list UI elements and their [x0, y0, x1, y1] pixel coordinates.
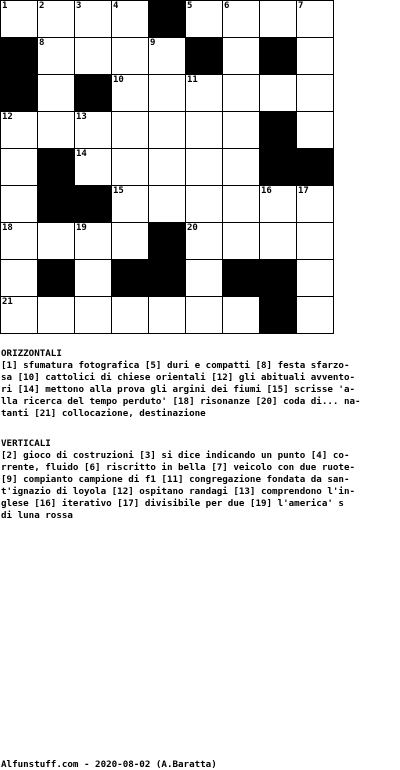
cell-number: 1 — [2, 1, 8, 11]
grid-cell[interactable] — [37, 74, 75, 112]
grid-cell[interactable] — [296, 296, 334, 334]
black-cell — [37, 185, 75, 223]
cell-number: 4 — [113, 1, 119, 11]
black-cell — [74, 185, 112, 223]
grid-cell[interactable] — [74, 222, 112, 260]
grid-cell[interactable] — [0, 259, 38, 297]
cell-number: 20 — [187, 223, 198, 233]
grid-cell[interactable] — [37, 0, 75, 38]
black-cell — [0, 74, 38, 112]
grid-cell[interactable] — [0, 296, 38, 334]
black-cell — [185, 37, 223, 75]
across-clues — [1, 348, 397, 420]
crossword-grid — [0, 0, 333, 333]
grid-cell[interactable] — [296, 74, 334, 112]
black-cell — [148, 259, 186, 297]
grid-cell[interactable] — [111, 185, 149, 223]
grid-cell[interactable] — [148, 37, 186, 75]
footer-credit: Alfunstuff.com - 2020-08-02 (A.Baratta) — [1, 759, 217, 770]
down-line: glese [16] iterativo [17] divisibile per due [19] l'america' s — [1, 498, 344, 509]
black-cell — [222, 259, 260, 297]
black-cell — [259, 296, 297, 334]
grid-cell[interactable] — [111, 222, 149, 260]
across-line: [1] sfumatura fotografica [5] duri e compatti [8] festa sfarzo- — [1, 360, 350, 371]
grid-cell[interactable] — [259, 74, 297, 112]
down-clues — [1, 438, 397, 522]
down-heading: VERTICALI — [1, 438, 51, 449]
black-cell — [259, 111, 297, 149]
grid-cell[interactable] — [37, 37, 75, 75]
across-line: ri [14] mettono alla prova gli argini dei fiumi [15] scrisse 'a- — [1, 384, 356, 395]
grid-cell[interactable] — [111, 74, 149, 112]
black-cell — [74, 74, 112, 112]
grid-cell[interactable] — [74, 148, 112, 186]
grid-cell[interactable] — [185, 111, 223, 149]
across-line: sa [10] cattolici di chiese orientali [12] gli abituali avvento- — [1, 372, 356, 383]
grid-cell[interactable] — [0, 185, 38, 223]
black-cell — [259, 259, 297, 297]
grid-cell[interactable] — [259, 185, 297, 223]
grid-cell[interactable] — [185, 259, 223, 297]
grid-cell[interactable] — [222, 111, 260, 149]
grid-cell[interactable] — [185, 0, 223, 38]
grid-cell[interactable] — [0, 111, 38, 149]
grid-cell[interactable] — [74, 259, 112, 297]
cell-number: 16 — [261, 186, 272, 196]
cell-number: 19 — [76, 223, 87, 233]
grid-cell[interactable] — [37, 111, 75, 149]
grid-cell[interactable] — [222, 296, 260, 334]
grid-cell[interactable] — [222, 185, 260, 223]
grid-cell[interactable] — [296, 222, 334, 260]
grid-cell[interactable] — [111, 37, 149, 75]
grid-cell[interactable] — [0, 148, 38, 186]
grid-cell[interactable] — [37, 222, 75, 260]
cell-number: 10 — [113, 75, 124, 85]
down-line: [2] gioco di costruzioni [3] si dice indicando un punto [4] co- — [1, 450, 350, 461]
cell-number: 6 — [224, 1, 230, 11]
grid-cell[interactable] — [37, 296, 75, 334]
grid-cell[interactable] — [296, 259, 334, 297]
grid-cell[interactable] — [222, 0, 260, 38]
grid-cell[interactable] — [111, 296, 149, 334]
grid-cell[interactable] — [185, 74, 223, 112]
grid-cell[interactable] — [222, 148, 260, 186]
cell-number: 7 — [298, 1, 304, 11]
black-cell — [148, 0, 186, 38]
cell-number: 11 — [187, 75, 198, 85]
black-cell — [148, 222, 186, 260]
grid-cell[interactable] — [111, 111, 149, 149]
grid-cell[interactable] — [74, 111, 112, 149]
grid-cell[interactable] — [74, 37, 112, 75]
black-cell — [296, 148, 334, 186]
grid-cell[interactable] — [222, 37, 260, 75]
grid-cell[interactable] — [185, 148, 223, 186]
grid-cell[interactable] — [222, 222, 260, 260]
grid-cell[interactable] — [111, 0, 149, 38]
grid-cell[interactable] — [148, 296, 186, 334]
cell-number: 15 — [113, 186, 124, 196]
across-line: tanti [21] collocazione, destinazione — [1, 408, 206, 419]
black-cell — [37, 148, 75, 186]
cell-number: 17 — [298, 186, 309, 196]
cell-number: 8 — [39, 38, 45, 48]
grid-cell[interactable] — [148, 111, 186, 149]
grid-cell[interactable] — [148, 185, 186, 223]
down-line: [9] compianto campione di f1 [11] congregazione fondata da san- — [1, 474, 350, 485]
grid-cell[interactable] — [296, 111, 334, 149]
down-line: di luna rossa — [1, 510, 73, 521]
grid-cell[interactable] — [296, 0, 334, 38]
cell-number: 3 — [76, 1, 82, 11]
grid-cell[interactable] — [0, 0, 38, 38]
black-cell — [111, 259, 149, 297]
grid-cell[interactable] — [185, 222, 223, 260]
cell-number: 18 — [2, 223, 13, 233]
cell-number: 13 — [76, 112, 87, 122]
across-line: lla ricerca del tempo perduto' [18] risonanze [20] coda di... na- — [1, 396, 361, 407]
grid-cell[interactable] — [148, 74, 186, 112]
grid-cell[interactable] — [74, 0, 112, 38]
cell-number: 14 — [76, 149, 87, 159]
cell-number: 21 — [2, 297, 13, 307]
black-cell — [259, 37, 297, 75]
across-heading: ORIZZONTALI — [1, 348, 62, 359]
grid-cell[interactable] — [185, 296, 223, 334]
grid-cell[interactable] — [185, 185, 223, 223]
grid-cell[interactable] — [296, 185, 334, 223]
grid-cell[interactable] — [0, 222, 38, 260]
cell-number: 2 — [39, 1, 45, 11]
grid-cell[interactable] — [111, 148, 149, 186]
grid-cell[interactable] — [222, 74, 260, 112]
down-line: rrente, fluido [6] riscritto in bella [7] veicolo con due ruote- — [1, 462, 356, 473]
cell-number: 9 — [150, 38, 156, 48]
down-line: t'ignazio di loyola [12] ospitano randagi [13] comprendono l'in- — [1, 486, 356, 497]
grid-cell[interactable] — [296, 37, 334, 75]
grid-cell[interactable] — [74, 296, 112, 334]
cell-number: 12 — [2, 112, 13, 122]
cell-number: 5 — [187, 1, 193, 11]
grid-cell[interactable] — [259, 0, 297, 38]
grid-cell[interactable] — [259, 222, 297, 260]
grid-cell[interactable] — [148, 148, 186, 186]
black-cell — [259, 148, 297, 186]
black-cell — [0, 37, 38, 75]
black-cell — [37, 259, 75, 297]
